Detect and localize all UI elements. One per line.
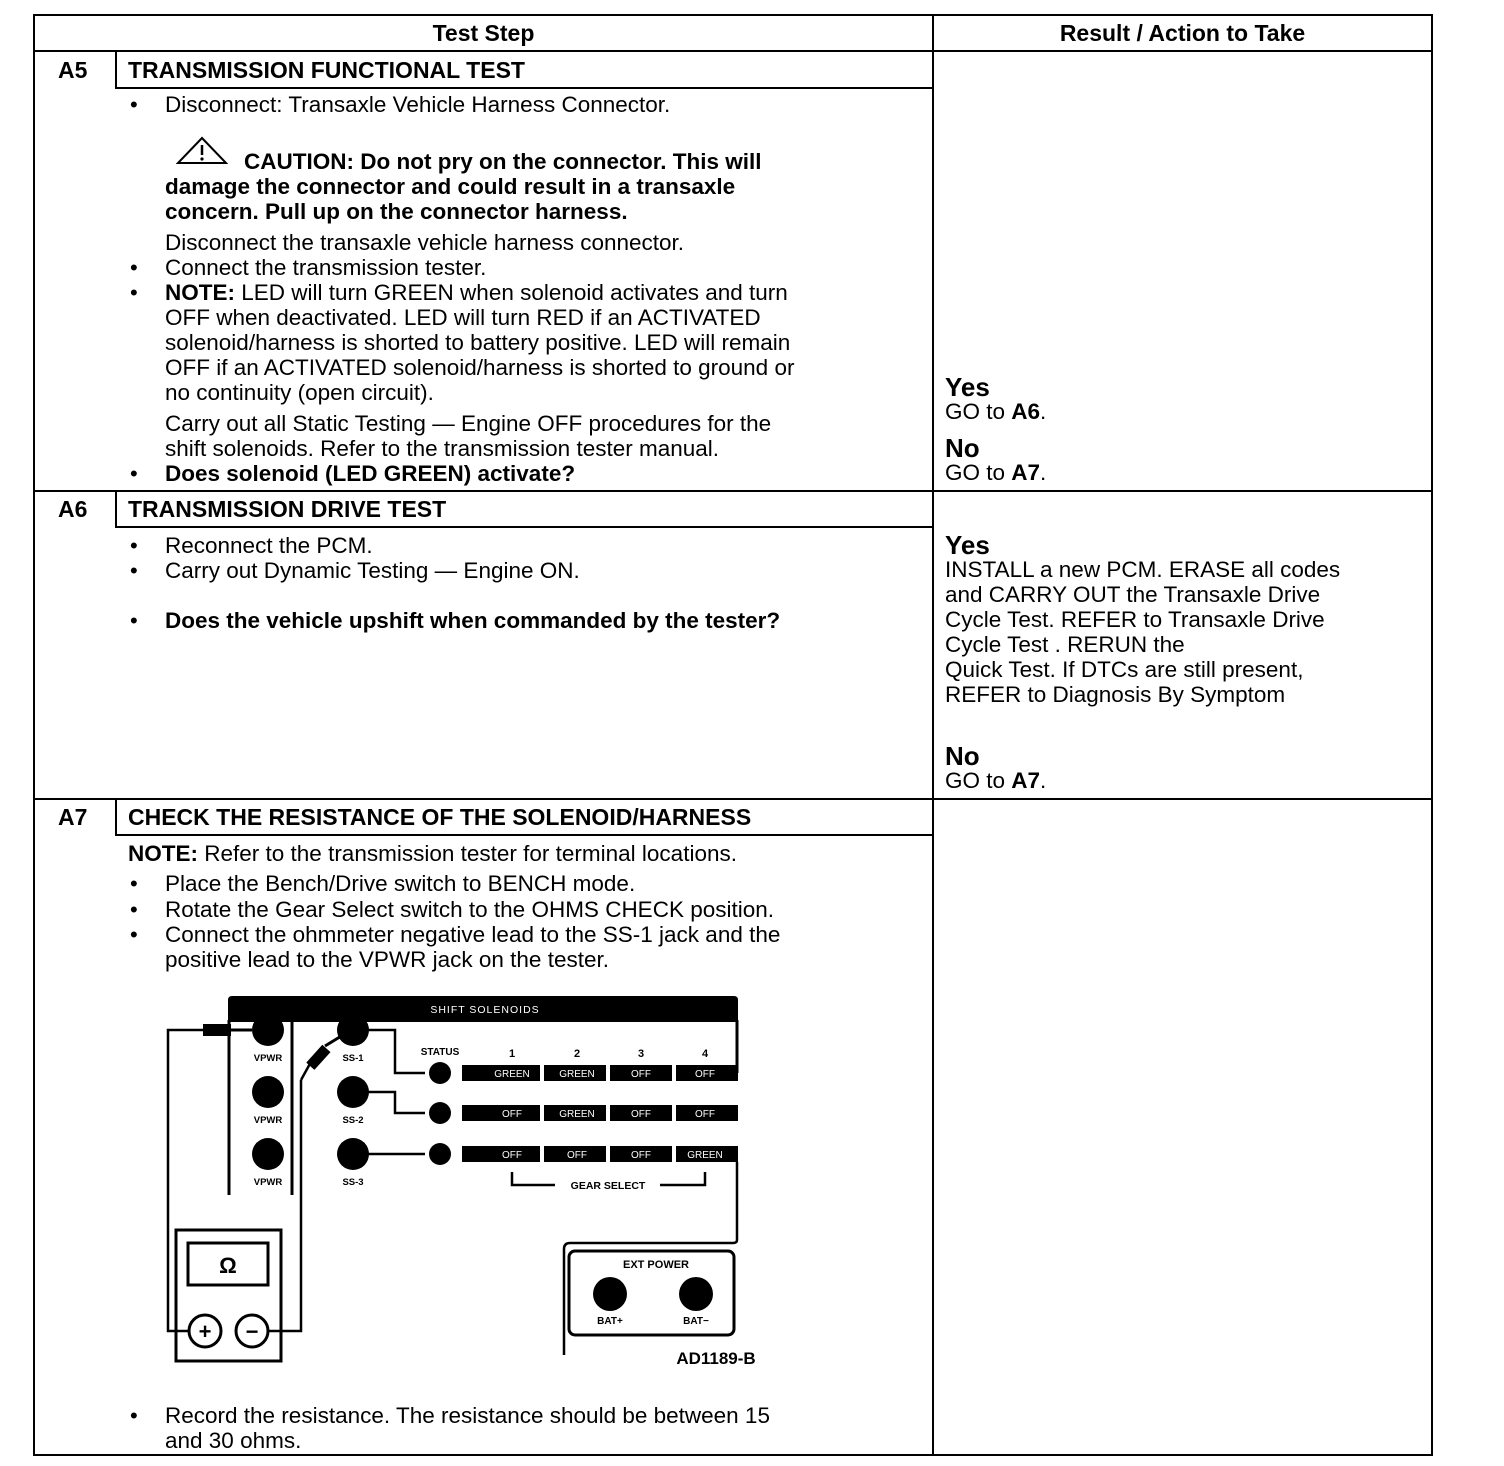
bat-pos-jack [593,1277,627,1311]
a5-title-divider [115,87,933,89]
a5-note-line3: solenoid/harness is shorted to battery positive. LED will remain [165,330,791,355]
gear-cell-text: OFF [631,1109,651,1120]
a6-no-action [945,768,1046,793]
ss2-label: SS-2 [342,1115,364,1126]
gear-column-4: 4 [701,1048,709,1060]
bullet: • [130,871,138,896]
gear-cell-text: OFF [502,1109,522,1120]
gear-cell [462,1146,540,1162]
gear-cell-text: GREEN [494,1069,530,1080]
vpwr-jack-1 [252,1014,284,1046]
column-divider [932,14,934,1456]
a7-note [128,841,737,866]
a5-caution-line1: CAUTION: Do not pry on the connector. This will [244,149,762,174]
a5-no-action [945,460,1046,485]
bullet: • [130,1403,138,1428]
a6-question: Does the vehicle upshift when commanded by the tester? [165,608,781,633]
a7-step-record-resistance-line2: and 30 ohms. [165,1428,302,1453]
step-id-a7: A7 [58,804,88,830]
a5-no-label: No [945,433,980,463]
a6-yes-label: Yes [945,530,990,560]
a6-title-divider [115,526,933,528]
a6-no-go-to: GO to [945,768,1012,793]
vpwr-label-1: VPWR [253,1053,283,1064]
a6-no-target-link[interactable]: A7 [1011,768,1041,793]
a7-step-connect-ohmmeter-line1: Connect the ohmmeter negative lead to the SS-1 jack and the [165,922,781,947]
step-id-divider-a6 [115,490,117,528]
bullet: • [130,280,138,305]
a6-step-dynamic-test: Carry out Dynamic Testing — Engine ON. [165,558,580,583]
figure-id: AD1189-B [676,1349,756,1368]
bullet: • [130,897,138,922]
header-divider [33,50,1433,52]
a5-static-test-line1: Carry out all Static Testing — Engine OFF procedures for the [165,411,772,436]
a5-note-line5: no continuity (open circuit). [165,380,434,405]
gear-cell-text: OFF [695,1069,715,1080]
bullet: • [130,533,138,558]
status-led-3 [429,1143,451,1165]
step-title-a6: TRANSMISSION DRIVE TEST [128,496,447,522]
a5-note-line2: OFF when deactivated. LED will turn RED if an ACTIVATED [165,305,761,330]
step-id-divider-a7 [115,799,117,836]
status-label: STATUS [420,1047,460,1058]
a7-step-gear-select: Rotate the Gear Select switch to the OHMS CHECK position. [165,897,775,922]
a7-step-bench-mode: Place the Bench/Drive switch to BENCH mode. [165,871,636,896]
gear-cell-text: OFF [567,1150,587,1161]
a5-a6-divider [33,490,1433,492]
a7-step-record-resistance-line1: Record the resistance. The resistance should be between 15 [165,1403,770,1428]
gear-cell-text: OFF [631,1069,651,1080]
a6-yes-line1: INSTALL a new PCM. ERASE all codes [945,557,1341,582]
a5-caution-line3: concern. Pull up on the connector harness. [165,199,628,224]
a5-no-target-link[interactable]: A7 [1011,460,1041,485]
gear-cell-text: GREEN [559,1109,595,1120]
gear-cell-text: OFF [502,1150,522,1161]
a7-title-divider [115,834,933,836]
a6-yes-line5: Quick Test. If DTCs are still present, [945,657,1304,682]
gear-cell [462,1105,540,1121]
status-led-1 [429,1062,451,1084]
caution-icon [176,136,228,166]
ss1-label: SS-1 [342,1053,364,1064]
gear-status-grid [462,1065,738,1162]
bullet: • [130,461,138,486]
a5-step-disconnect: Disconnect: Transaxle Vehicle Harness Connector. [165,92,671,117]
bullet: • [130,608,138,633]
header-test-step: Test Step [432,20,535,46]
bat-pos-label: BAT+ [597,1316,623,1327]
a5-yes-label: Yes [945,372,990,402]
negative-lead-tip [325,1035,343,1046]
ohm-symbol: Ω [219,1253,237,1278]
a5-static-test-line2: shift solenoids. Refer to the transmission tester manual. [165,436,720,461]
gear-select-label: GEAR SELECT [570,1180,646,1192]
a5-note-line4: OFF if an ACTIVATED solenoid/harness is shorted to ground or [165,355,795,380]
ss3-label: SS-3 [342,1177,364,1188]
a6-yes-line4: Cycle Test . RERUN the [945,632,1185,657]
vpwr-jack-2 [252,1076,284,1108]
step-id-a5: A5 [58,57,88,83]
a5-question: Does solenoid (LED GREEN) activate? [165,461,576,486]
a5-step-disconnect-harness: Disconnect the transaxle vehicle harness connector. [165,230,685,255]
gear-column-3: 3 [637,1048,645,1060]
positive-lead-probe [203,1024,231,1036]
step-id-divider-a5 [115,52,117,89]
a6-no-period: . [1040,768,1047,793]
vpwr-jack-3 [252,1138,284,1170]
status-led-2 [429,1102,451,1124]
a5-note-label: NOTE: [165,280,235,305]
vpwr-label-2: VPWR [253,1115,283,1126]
a6-yes-line6: REFER to Diagnosis By Symptom [945,682,1286,707]
panel-title: SHIFT SOLENOIDS [430,1004,540,1016]
a6-yes-line2: and CARRY OUT the Transaxle Drive [945,582,1321,607]
gear-column-1: 1 [508,1048,516,1060]
a5-caution-line2: damage the connector and could result in a transaxle [165,174,736,199]
tester-wiring-diagram [150,990,790,1380]
bullet: • [130,922,138,947]
a7-note-label: NOTE: [128,841,198,866]
a5-yes-period: . [1040,399,1047,424]
a5-note-line1 [165,280,788,305]
a5-no-period: . [1040,460,1047,485]
gear-column-2: 2 [573,1048,581,1060]
a7-step-connect-ohmmeter-line2: positive lead to the VPWR jack on the tester. [165,947,609,972]
plus-symbol: + [198,1319,212,1344]
a6-step-reconnect: Reconnect the PCM. [165,533,373,558]
step-id-a6: A6 [58,496,88,522]
bat-neg-label: BAT− [683,1316,709,1327]
a5-yes-go-to: GO to [945,399,1012,424]
a6-a7-divider [33,798,1433,800]
gear-cell-text: OFF [631,1150,651,1161]
bullet: • [130,92,138,117]
step-title-a5: TRANSMISSION FUNCTIONAL TEST [128,57,525,83]
gear-cell-text: GREEN [559,1069,595,1080]
header-result-action: Result / Action to Take [1059,20,1306,46]
bullet: • [130,255,138,280]
gear-cell-text: OFF [695,1109,715,1120]
a6-no-label: No [945,741,980,771]
a5-no-go-to: GO to [945,460,1012,485]
a6-yes-line3: Cycle Test. REFER to Transaxle Drive [945,607,1325,632]
a5-step-connect-tester: Connect the transmission tester. [165,255,487,280]
bullet: • [130,558,138,583]
vpwr-label-3: VPWR [253,1177,283,1188]
minus-symbol: − [245,1319,259,1344]
step-title-a7: CHECK THE RESISTANCE OF THE SOLENOID/HARNESS [128,804,752,830]
ext-power-label: EXT POWER [622,1259,690,1271]
bat-neg-jack [679,1277,713,1311]
a5-yes-action [945,399,1046,424]
a7-note-text: Refer to the transmission tester for terminal locations. [198,841,737,866]
gear-cell-text: GREEN [687,1150,723,1161]
a5-note-text: LED will turn GREEN when solenoid activates and turn [235,280,788,305]
a5-yes-target-link[interactable]: A6 [1011,399,1041,424]
